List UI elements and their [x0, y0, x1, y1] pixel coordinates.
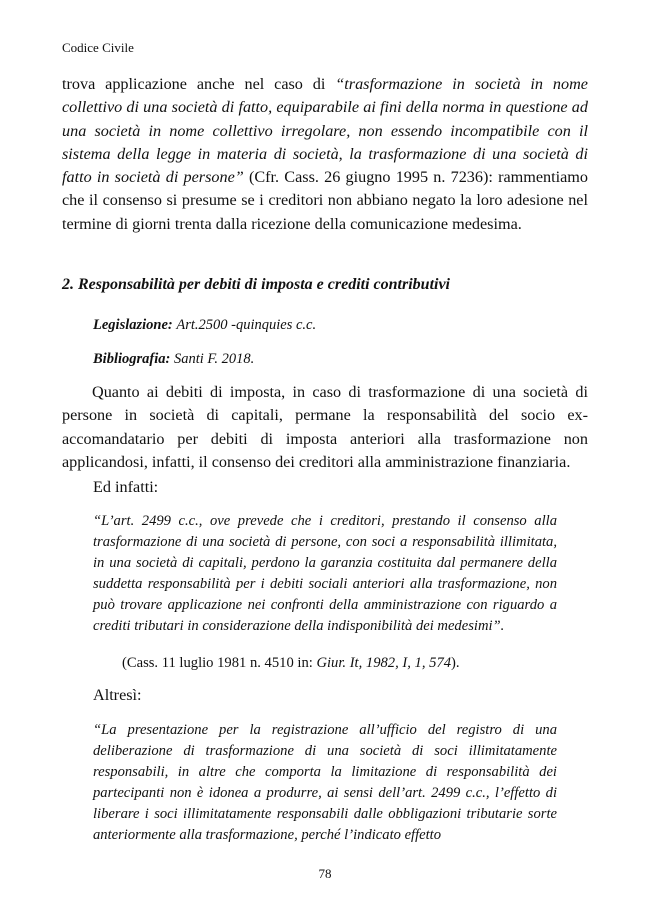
legislation-value: Art.2500 -quinquies c.c. [176, 317, 317, 333]
paragraph-tail-text: (Cfr. Cass. 26 giugno 1995 n. 7236): rammentiamo che il consenso si presume se i creditori non abbiano negato la loro adesione nel termine di giorni trenta dalla ricezione della comunicazione medesima. [62, 168, 588, 233]
paragraph-ed-infatti: Ed infatti: [93, 478, 159, 496]
block-quote-2: “La presentazione per la registrazione all’ufficio del registro di una deliberazione di trasformazione di una società di soci illimitatamente responsabili, in altre che comporta la limitazione di responsabilità dei partecipanti non è idonea a produrre, ai sensi dell’art. 2499 c.c., l’effetto di liberare i soci illimitatamente responsabili dalle obbligazioni tributarie sorte anteriormente alla trasformazione, perché l’indicato effetto [93, 722, 557, 844]
page-number: 78 [318, 866, 332, 881]
bibliography-label: Bibliografia: [93, 351, 171, 367]
citation-tail: ). [451, 655, 460, 671]
paragraph-altresi: Altresì: [93, 686, 142, 704]
running-header: Codice Civile [62, 40, 134, 55]
bibliography-value: Santi F. 2018. [173, 351, 255, 367]
legislation-label: Legislazione: [93, 317, 173, 333]
paragraph-lead-text: trova applicazione anche nel caso di [62, 75, 336, 93]
citation-source: Giur. It, 1982, I, 1, 574 [316, 655, 452, 671]
paragraph-continuation [62, 73, 588, 236]
bibliography-line [93, 351, 254, 368]
legislation-line [93, 317, 316, 334]
section-heading: 2. Responsabilità per debiti di imposta e crediti contributivi [62, 276, 450, 293]
paragraph-italic-quote: “trasformazione in società in nome collettivo di una società di fatto, equiparabile ai fini della norma in questione ad una società in nome collettivo irregolare, non essendo incompatibile con il sistema della legge in materia di società, la trasformazione di una società di fatto in società di persone” [62, 75, 588, 187]
paragraph-tax-debts: Quanto ai debiti di imposta, in caso di trasformazione di una società di persone in società di capitali, permane la responsabilità del socio ex-accomandatario per debiti di imposta anteriori alla trasformazione non applicandosi, infatti, il consenso dei creditori alla amministrazione finanziaria. [62, 383, 588, 471]
citation-lead: (Cass. 11 luglio 1981 n. 4510 in: [122, 655, 317, 671]
block-quote-1: “L’art. 2499 c.c., ove prevede che i creditori, prestando il consenso alla trasformazione di una società di persone, con soci a responsabilità illimitata, in una società di capitali, perdono la garanzia costituita dal permanere della suddetta responsabilità per i debiti sociali anteriori alla trasformazione, non può trovare applicazione nei confronti della amministrazione con riguardo a crediti tributari in considerazione della indisponibilità dei medesimi”. [93, 513, 557, 635]
citation-line [122, 655, 460, 672]
